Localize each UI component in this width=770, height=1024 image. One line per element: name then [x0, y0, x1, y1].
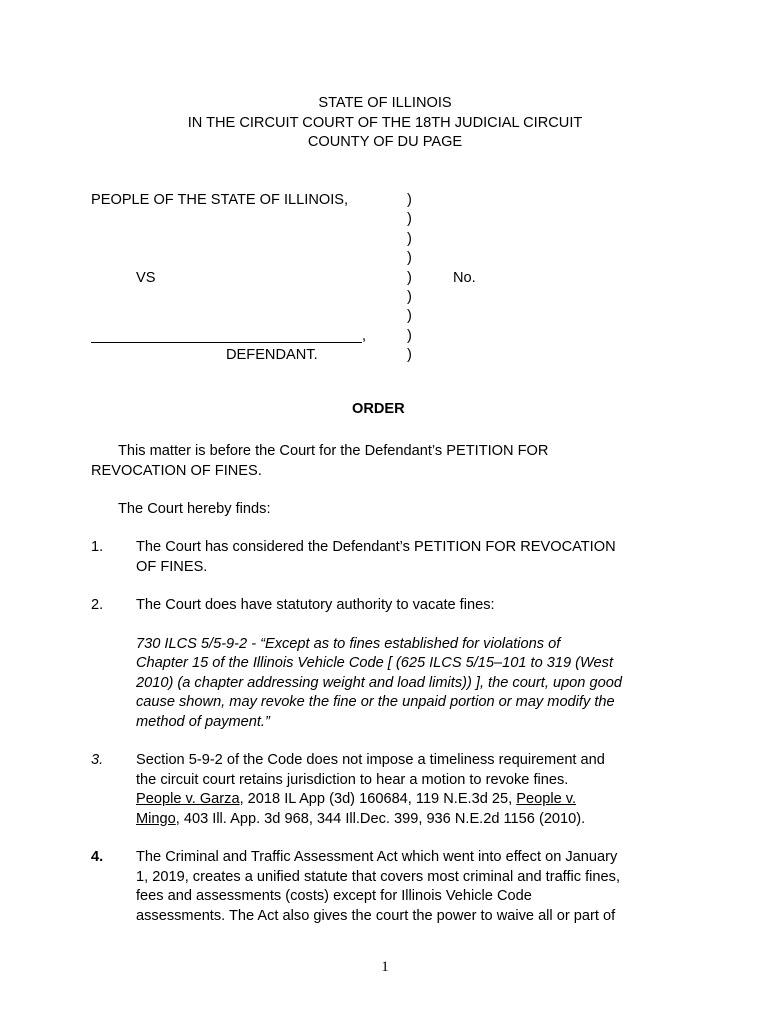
- item-4-line: 1, 2019, creates a unified statute that covers most criminal and traffic fines,: [136, 868, 621, 885]
- caption-paren: ): [407, 288, 412, 305]
- item-1-line: The Court has considered the Defendant’s PETITION FOR REVOCATION: [136, 539, 616, 555]
- page-number: 1: [381, 959, 389, 975]
- item-number: 2.: [91, 597, 104, 613]
- caption-paren: ): [407, 308, 412, 325]
- order-title: ORDER: [352, 401, 405, 417]
- caption-paren: ): [407, 230, 412, 247]
- item-3-citation-line: [136, 810, 585, 830]
- item-4-line: The Criminal and Traffic Assessment Act which went into effect on January: [136, 849, 618, 865]
- caption-parentheses: [407, 191, 417, 366]
- header-court: IN THE CIRCUIT COURT OF THE 18TH JUDICIAL CIRCUIT: [187, 114, 583, 131]
- item-3-citation-line: [136, 790, 576, 810]
- statute-quote-line: cause shown, may revoke the fine or the unpaid portion or may modify the: [136, 694, 615, 710]
- intro-line-1: This matter is before the Court for the Defendant’s PETITION FOR: [118, 443, 549, 459]
- court-finds: The Court hereby finds:: [118, 501, 271, 517]
- statute-quote-line: 730 ILCS 5/5-9-2 - “Except as to fines established for violations of: [136, 635, 561, 652]
- item-2-line: The Court does have statutory authority to vacate fines:: [136, 597, 495, 613]
- statute-quote-line: Chapter 15 of the Illinois Vehicle Code [ (625 ILCS 5/15–101 to 319 (West: [136, 655, 614, 671]
- caption-paren: ): [407, 269, 412, 286]
- defendant-comma: ,: [362, 328, 367, 344]
- intro-line-2: REVOCATION OF FINES.: [91, 462, 262, 479]
- header-county: COUNTY OF DU PAGE: [307, 134, 463, 150]
- defendant-name-line: [91, 342, 362, 343]
- caption-versus: VS: [136, 270, 156, 286]
- item-3-line: the circuit court retains jurisdiction to hear a motion to revoke fines.: [136, 771, 569, 788]
- statute-quote-line: 2010) (a chapter addressing weight and load limits)) ], the court, upon good: [136, 674, 622, 691]
- item-3-line: Section 5-9-2 of the Code does not impose a timeliness requirement and: [136, 752, 605, 768]
- statute-quote-line: method of payment.”: [136, 713, 270, 730]
- item-number: 1.: [91, 539, 104, 555]
- caption-defendant-label: DEFENDANT.: [226, 347, 318, 363]
- caption-paren: ): [407, 192, 412, 208]
- case-citation-mingo-cite: , 403 Ill. App. 3d 968, 344 Ill.Dec. 399, 936 N.E.2d 1156 (2010).: [175, 810, 586, 827]
- header-state: STATE OF ILLINOIS: [318, 95, 452, 111]
- caption-paren: ): [407, 327, 412, 344]
- case-citation-garza: People v. Garza: [136, 791, 240, 807]
- caption-paren: ): [407, 250, 412, 267]
- item-4-line: assessments. The Act also gives the court the power to waive all or part of: [136, 907, 616, 924]
- case-citation-mingo-a: People v.: [516, 791, 577, 807]
- item-number: 4.: [91, 849, 104, 865]
- item-number: 3.: [91, 752, 104, 768]
- case-citation-mingo-b: Mingo: [136, 810, 176, 827]
- caption-paren: ): [407, 347, 412, 364]
- item-1-line: OF FINES.: [136, 558, 208, 575]
- case-citation-garza-cite: , 2018 IL App (3d) 160684, 119 N.E.3d 25,: [239, 791, 517, 807]
- case-number-label: No.: [453, 270, 476, 286]
- caption-paren: ): [407, 211, 412, 228]
- caption-plaintiff: PEOPLE OF THE STATE OF ILLINOIS,: [91, 192, 349, 208]
- item-4-line: fees and assessments (costs) except for Illinois Vehicle Code: [136, 888, 532, 904]
